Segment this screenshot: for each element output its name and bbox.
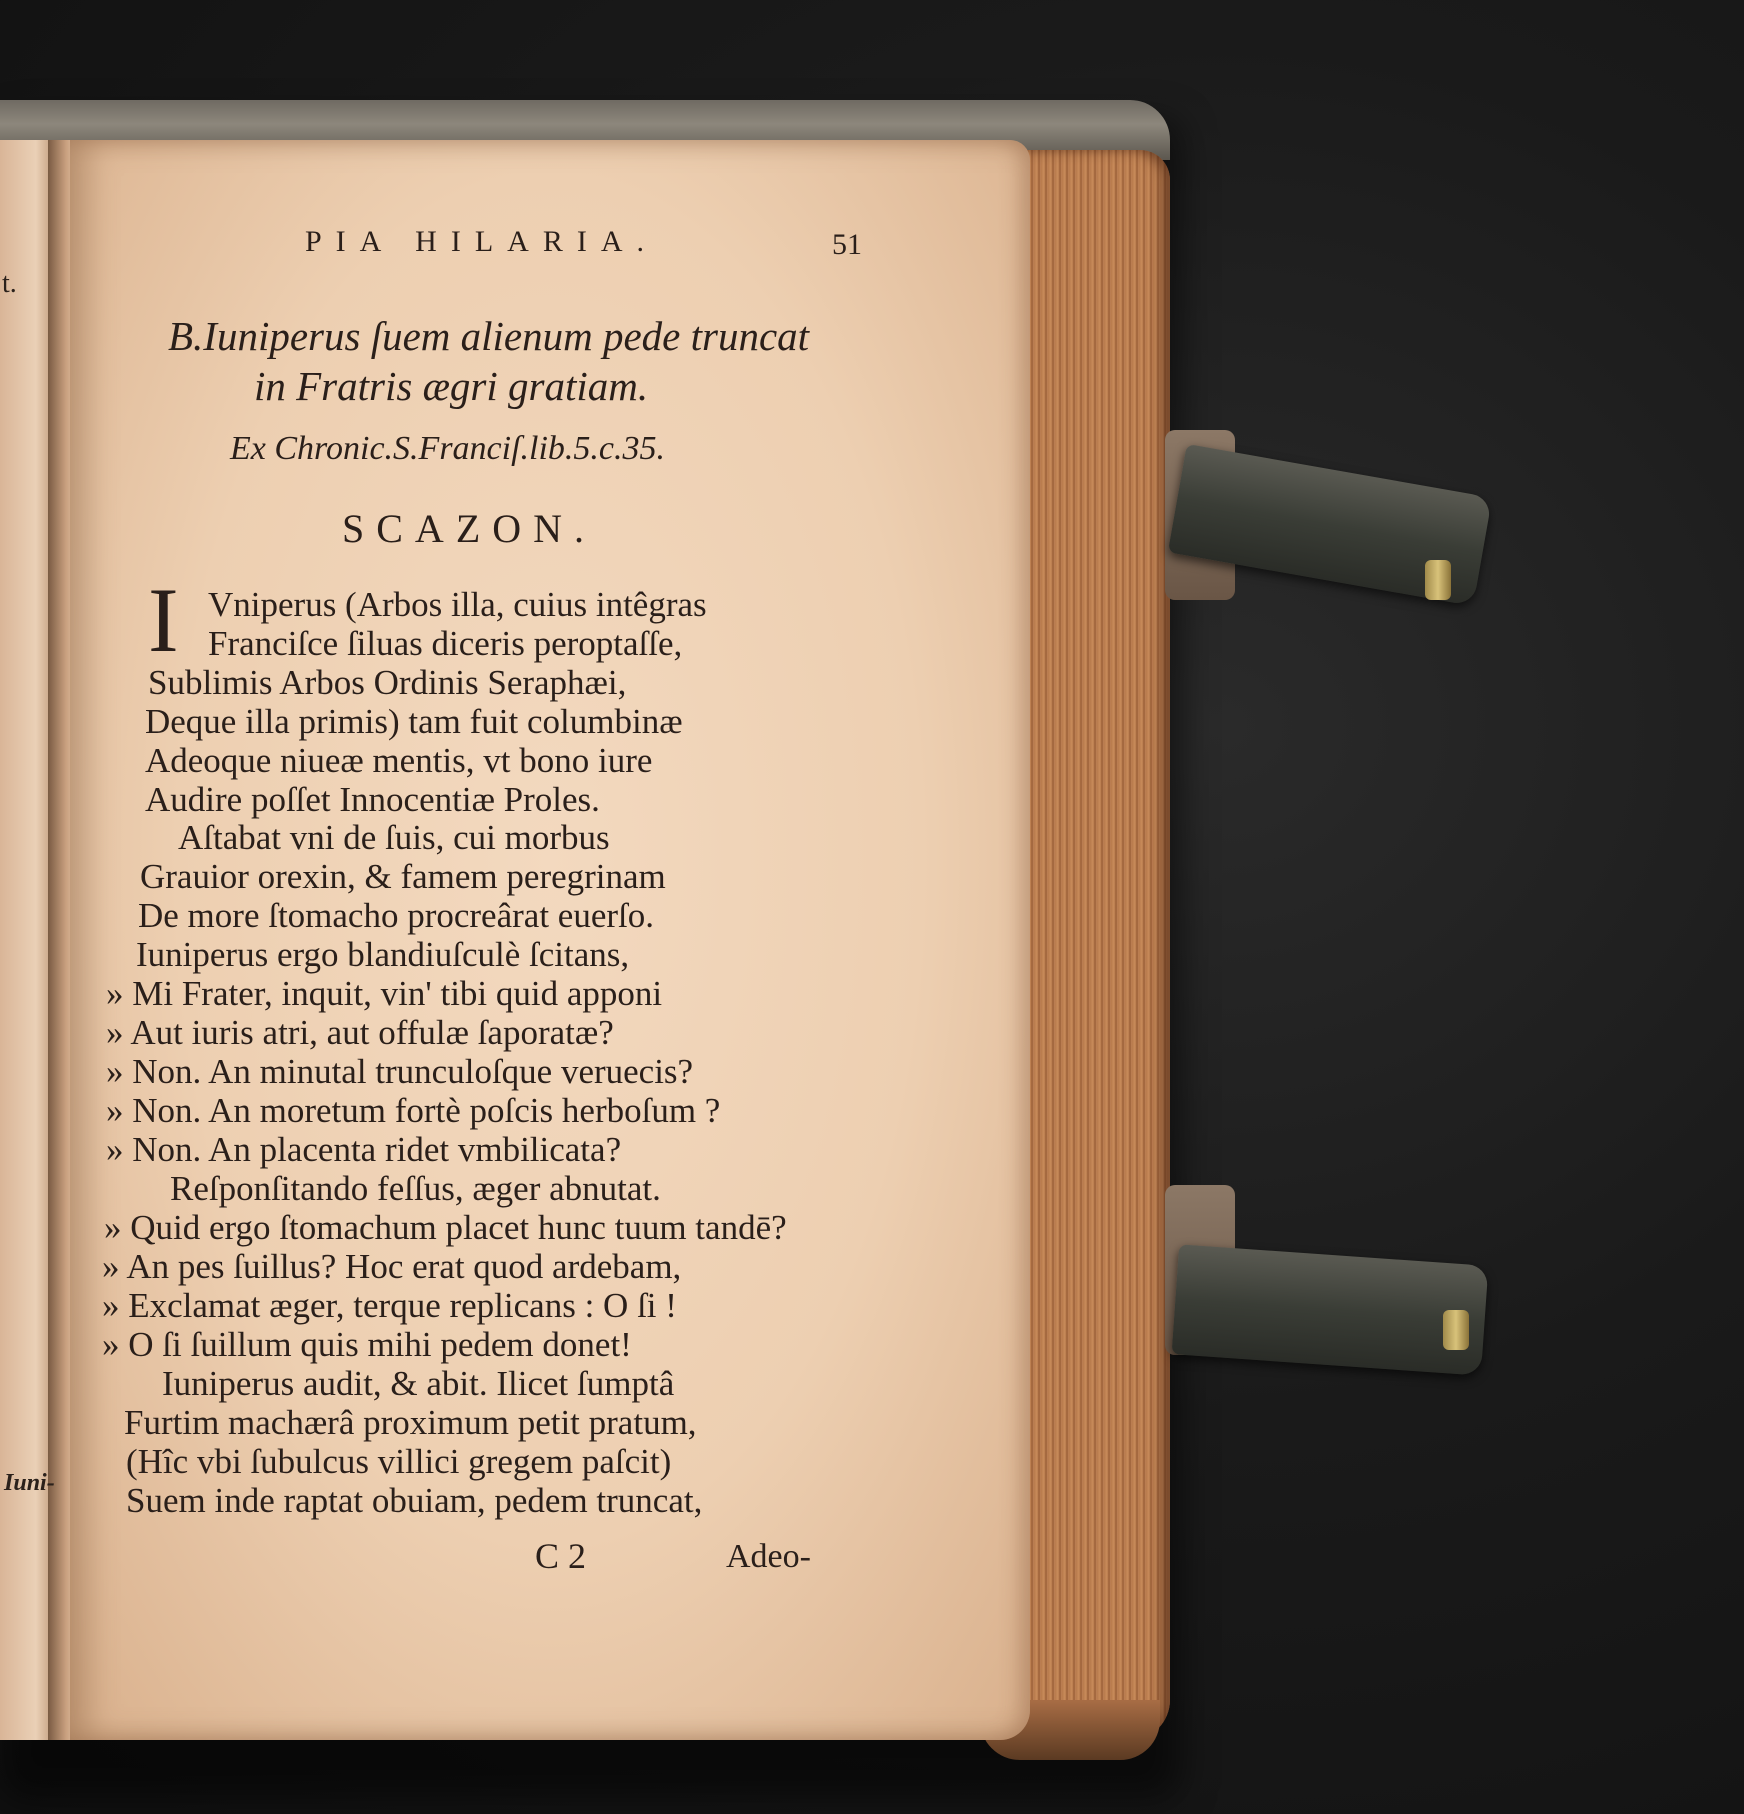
running-head: PIA HILARIA. [305,225,658,258]
fore-edge [1020,150,1170,1740]
verse-line: » Exclamat æger, terque replicans : O ſi ! [102,1286,677,1325]
verse-line: » Quid ergo ſtomachum placet hunc tuum tandē? [104,1208,787,1247]
heading-line: B.Iuniperus ſuem alienum pede truncat [168,313,810,359]
verse-line: » Non. An minutal trunculoſque veruecis? [106,1052,694,1091]
signature-mark: C 2 [535,1536,587,1576]
verse-line: » Non. An moretum fortè poſcis herboſum ? [106,1091,721,1130]
lower-clasp [1172,1244,1489,1375]
lower-clasp-pin [1443,1310,1469,1350]
verse-line: (Hîc vbi ſubulcus villici gregem paſcit) [126,1442,672,1481]
drop-cap: I [148,569,179,671]
heading-line: in Fratris ægri gratiam. [254,363,649,409]
left-page-fragment: Iuni- [4,1470,55,1496]
source-citation: Ex Chronic.S.Franciſ.lib.5.c.35. [230,430,666,467]
verse-line: Grauior orexin, & famem peregrinam [140,857,666,896]
verse-line: Reſponſitando feſſus, æger abnutat. [170,1169,661,1208]
verse-line: Adeoque niueæ mentis, vt bono iure [145,741,653,780]
verse-line: Franciſce ſiluas diceris peroptaſſe, [208,624,683,663]
verse-line: Sublimis Arbos Ordinis Seraphæi, [148,663,627,702]
verse-line: Audire poſſet Innocentiæ Proles. [145,780,600,819]
left-page-fragment: t. [2,268,17,299]
upper-clasp-pin [1425,560,1451,600]
verse-line: Iuniperus ergo blandiuſculè ſcitans, [136,935,630,974]
folio-number: 51 [832,228,862,261]
verse-line: » An pes ſuillus? Hoc erat quod ardebam, [102,1247,682,1286]
verse-line: Suem inde raptat obuiam, pedem truncat, [126,1481,703,1520]
verse-line: Deque illa primis) tam fuit columbinæ [145,702,683,741]
catchword: Adeo- [726,1538,811,1575]
verse-line: » Non. An placenta ridet vmbilicata? [106,1130,622,1169]
verse-line: » O ſi ſuillum quis mihi pedem donet! [102,1325,632,1364]
verse-line: » Aut iuris atri, aut offulæ ſaporatæ? [106,1013,614,1052]
verse-line: Furtim machærâ proximum petit pratum, [124,1403,697,1442]
verse-line: Aſtabat vni de ſuis, cui morbus [178,818,610,857]
verse-line: Iuniperus audit, & abit. Ilicet ſumptâ [162,1364,675,1403]
verse-line: De more ſtomacho procreârat euerſo. [138,896,654,935]
section-title: SCAZON. [342,506,597,551]
verse-line: » Mi Frater, inquit, vin' tibi quid apponi [106,974,663,1013]
verse-line: Vniperus (Arbos illa, cuius intêgras [208,585,707,624]
